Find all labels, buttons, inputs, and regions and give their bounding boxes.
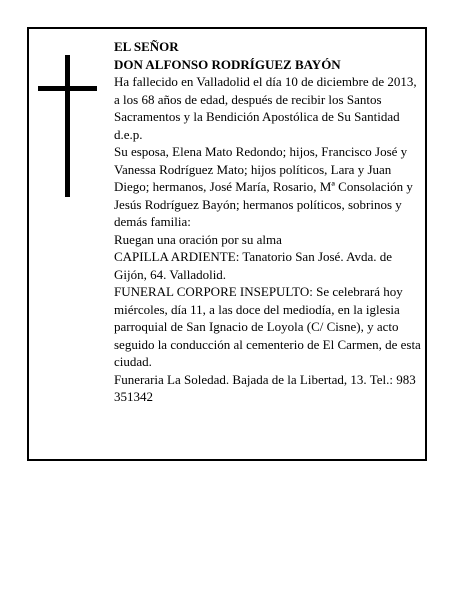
heading-title: EL SEÑOR — [114, 39, 179, 54]
deceased-name: DON ALFONSO RODRÍGUEZ BAYÓN — [114, 56, 341, 72]
death-announcement: Ha fallecido en Valladolid el día 10 de diciembre de 2013, a los 68 años de edad, después de recibir los Santos Sacramentos y la Bendición Apostólica de Su Santidad — [114, 74, 417, 124]
funeral-home-info: Funeraria La Soledad. Bajada de la Libertad, 13. Tel.: 983 351342 — [114, 371, 416, 404]
rip-abbreviation: d.e.p. — [114, 126, 143, 142]
family-list: Su esposa, Elena Mato Redondo; hijos, Francisco José y Vanessa Rodríguez Mato; hijos políticos, Lara y Juan Diego; hermanos, José María, Rosario, Mª Consolación y Jesús Rodríguez Bayón; hermanos políticos, sobrinos y demás familia: — [114, 144, 413, 229]
prayer-request: Ruegan una oración por su alma — [114, 231, 282, 247]
cross-icon-crossbar — [38, 86, 97, 91]
chapel-info: CAPILLA ARDIENTE: Tanatorio San José. Avda. de Gijón, 64. Valladolid. — [114, 249, 393, 282]
obituary-text — [114, 38, 424, 406]
cross-icon — [65, 55, 70, 197]
funeral-info: FUNERAL CORPORE INSEPULTO: Se celebrará hoy miércoles, día 11, a las doce del mediodía, en la iglesia parroquial de San Ignacio de Loyola (C/ Cisne), y acto seguido la conducción al cementerio de El Carmen, de esta ciudad. — [114, 284, 421, 369]
